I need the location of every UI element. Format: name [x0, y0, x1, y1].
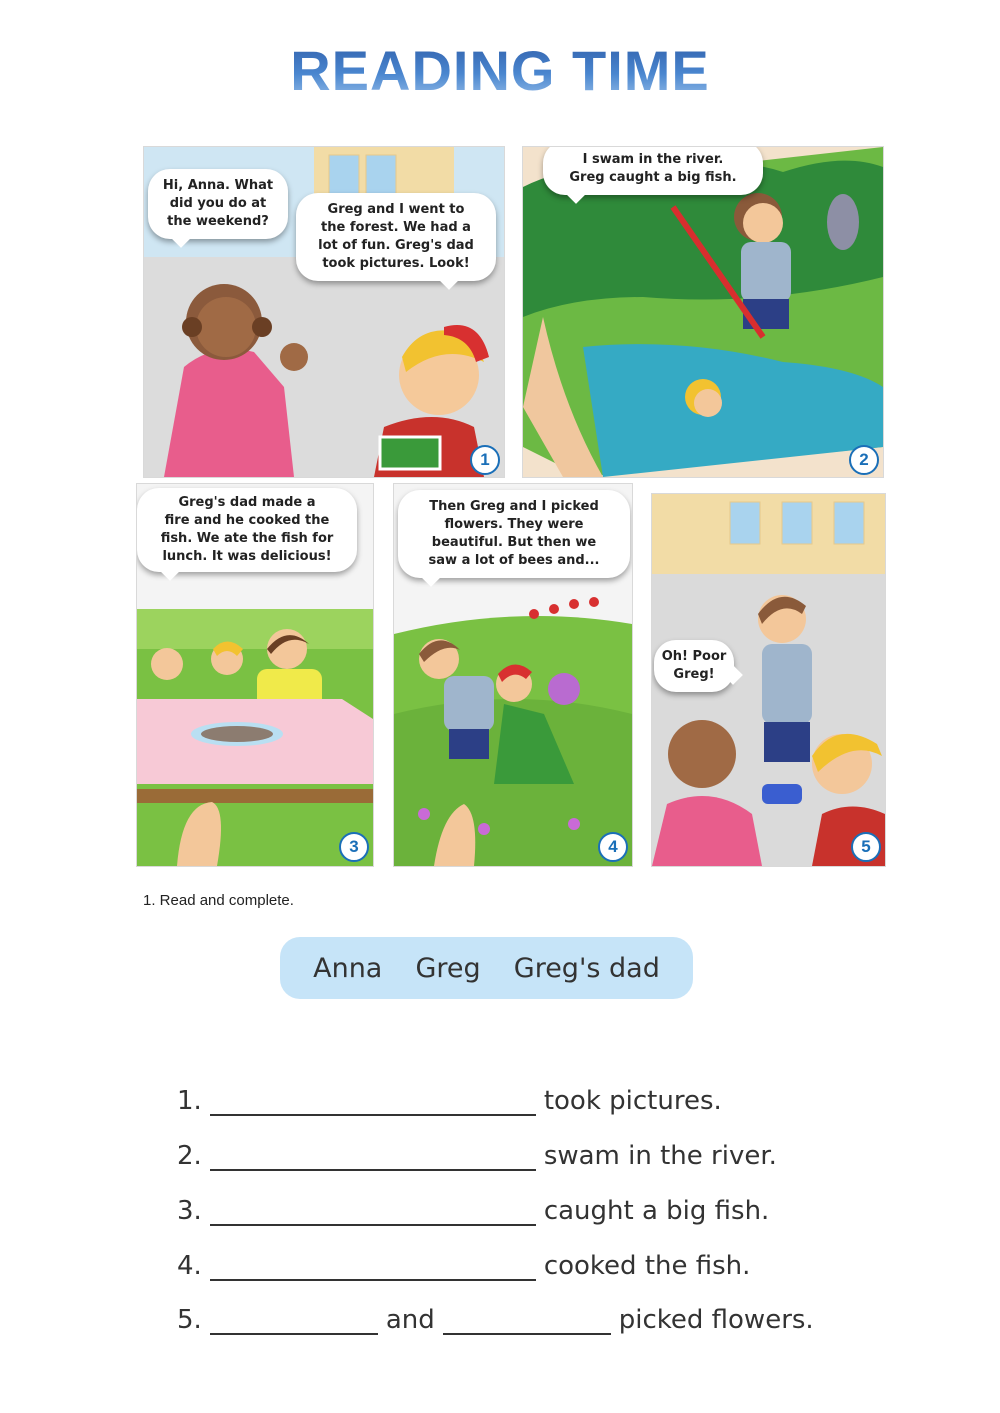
- answer-blank[interactable]: [210, 1145, 536, 1171]
- speech-bubble: Then Greg and I picked flowers. They were beautiful. But then we saw a lot of bees and...: [398, 490, 630, 578]
- speech-bubble: Greg and I went to the forest. We had a lot of fun. Greg's dad took pictures. Look!: [296, 193, 496, 281]
- speech-bubble: Greg's dad made a fire and he cooked the fish. We ate the fish for lunch. It was delicious!: [137, 488, 357, 572]
- word-bank-item: Greg's dad: [513, 952, 660, 984]
- answer-blank[interactable]: [210, 1090, 536, 1116]
- panel-number-badge: 3: [339, 832, 369, 862]
- answer-blank[interactable]: [210, 1255, 536, 1281]
- sentence-number: 5.: [177, 1305, 202, 1335]
- sentence-text: cooked the fish.: [543, 1251, 751, 1281]
- sentence-connector: and: [385, 1305, 435, 1335]
- answer-blank[interactable]: [210, 1309, 378, 1335]
- comic-panel-2: [522, 146, 884, 478]
- answer-blank[interactable]: [443, 1309, 611, 1335]
- sentence-text: caught a big fish.: [543, 1196, 770, 1226]
- sentence-number: 1.: [177, 1086, 202, 1116]
- comic-panel-3: [136, 483, 374, 867]
- comic-panel-5: [651, 493, 886, 867]
- answer-blank[interactable]: [210, 1200, 536, 1226]
- panel-number-badge: 4: [598, 832, 628, 862]
- speech-bubble: I swam in the river. Greg caught a big fish.: [543, 146, 763, 195]
- exercise-instruction: 1. Read and complete.: [143, 892, 294, 909]
- sentence-number: 2.: [177, 1141, 202, 1171]
- speech-bubble: Oh! Poor Greg!: [654, 640, 734, 692]
- sentence-2: [177, 1135, 777, 1171]
- sentence-5: [177, 1299, 814, 1335]
- comic-panel-1: [143, 146, 505, 478]
- word-bank: [280, 937, 693, 999]
- sentence-number: 3.: [177, 1196, 202, 1226]
- sentence-4: [177, 1245, 750, 1281]
- sentence-number: 4.: [177, 1251, 202, 1281]
- panel-number-badge: 5: [851, 832, 881, 862]
- sentence-3: [177, 1190, 769, 1226]
- page-title: READING TIME: [0, 38, 1000, 103]
- sentence-text: swam in the river.: [543, 1141, 777, 1171]
- panel-number-badge: 2: [849, 445, 879, 475]
- sentence-text: took pictures.: [543, 1086, 722, 1116]
- sentence-1: [177, 1080, 722, 1116]
- speech-bubble: Hi, Anna. What did you do at the weekend?: [148, 169, 288, 239]
- word-bank-item: Anna: [313, 952, 383, 984]
- word-bank-item: Greg: [415, 952, 481, 984]
- panel-number-badge: 1: [470, 445, 500, 475]
- comic-panel-4: [393, 483, 633, 867]
- sentence-text: picked flowers.: [618, 1305, 814, 1335]
